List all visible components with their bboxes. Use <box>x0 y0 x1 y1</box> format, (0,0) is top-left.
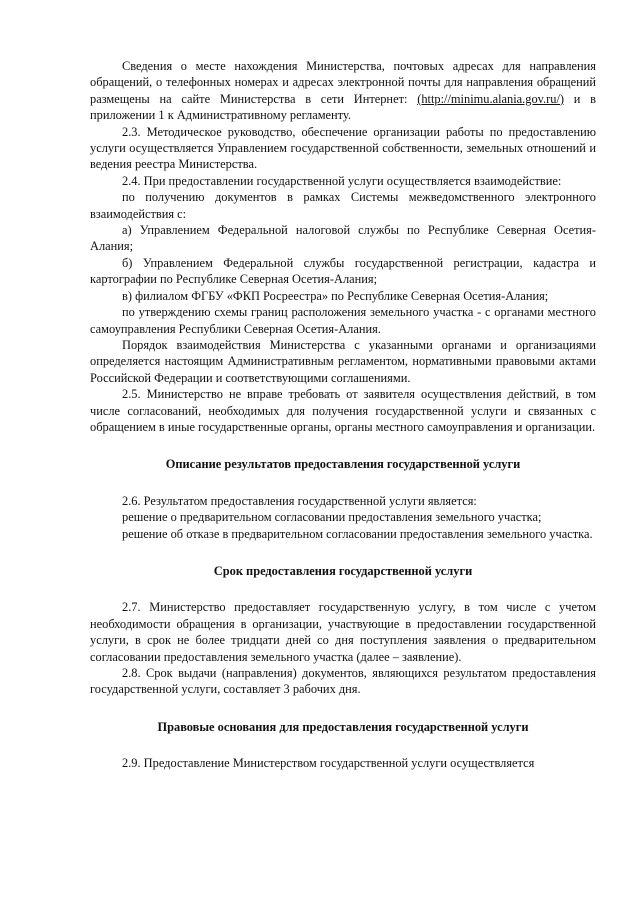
spacer <box>90 579 596 599</box>
paragraph-2-7: 2.7. Министерство предоставляет государственную услугу, в том числе с учетом необходимости обращения в организации, участвующие в предоставлении государственной услуги, в срок не более тридцати дней со дня поступления заявления о предварительном согласовании предоставления земельного участка (далее – заявление). <box>90 600 596 664</box>
spacer <box>90 435 596 456</box>
paragraph-contacts <box>90 58 596 124</box>
paragraph-2-6: 2.6. Результатом предоставления государственной услуги является: <box>122 493 477 508</box>
heading-results: Описание результатов предоставления государственной услуги <box>165 457 521 472</box>
spacer <box>90 698 596 719</box>
paragraph-result-approval: решение о предварительном согласовании предоставления земельного участка; <box>122 510 542 525</box>
paragraph-interaction-order: Порядок взаимодействия Министерства с указанными органами и организациями определяется настоящим Административным регламентом, нормативными правовыми актами Российской Федерации и соответствующими соглашениями. <box>90 337 596 385</box>
paragraph-contacts-text: Сведения о месте нахождения Министерства, почтовых адресах для направления обращений, о телефонных номерах и адресах электронной почты для направления обращений размещены на сайте Министерства в сети Интернет: <box>90 59 596 106</box>
heading-term: Срок предоставления государственной услуги <box>213 563 473 578</box>
paragraph-2-9: 2.9. Предоставление Министерством государственной услуги осуществляется <box>122 756 535 771</box>
list-item-a: а) Управлением Федеральной налоговой службы по Республике Северная Осетия-Алания; <box>90 223 596 254</box>
paragraph-interaction-smev: по получению документов в рамках Системы межведомственного электронного взаимодействия с: <box>90 190 596 221</box>
list-item-c: в) филиалом ФГБУ «ФКП Росреестра» по Республике Северная Осетия-Алания; <box>122 288 549 303</box>
spacer <box>90 542 596 563</box>
paragraph-2-8: 2.8. Срок выдачи (направления) документов, являющихся результатом предоставления государственной услуги, составляет 3 рабочих дня. <box>90 666 596 697</box>
list-item-b: б) Управлением Федеральной службы государственной регистрации, кадастра и картографии по Республике Северная Осетия-Алания; <box>90 255 596 287</box>
paragraph-scheme-approval: по утверждению схемы границ расположения земельного участка - с органами местного самоуправления Республики Северная Осетия-Алания. <box>90 305 596 336</box>
ministry-website-link[interactable]: (http://minimu.alania.gov.ru/) <box>417 91 565 106</box>
paragraph-2-3: 2.3. Методическое руководство, обеспечение организации работы по предоставлению услуги осуществляется Управлением государственной собственности, земельных отношений и ведения реестра Министерства. <box>90 124 596 172</box>
spacer <box>90 473 596 493</box>
paragraph-result-refusal: решение об отказе в предварительном согласовании предоставления земельного участка. <box>122 526 593 541</box>
spacer <box>90 735 596 755</box>
document-page <box>90 58 596 772</box>
paragraph-2-4: 2.4. При предоставлении государственной услуги осуществляется взаимодействие: <box>122 173 562 188</box>
paragraph-2-5: 2.5. Министерство не вправе требовать от заявителя осуществления действий, в том числе согласований, необходимых для получения государственной услуги и связанных с обращением в иные государственные органы, органы местного самоуправления и организации. <box>90 387 596 434</box>
paragraph-contacts-tail: и в приложении 1 к Административному регламенту. <box>90 91 596 123</box>
heading-legal-basis: Правовые основания для предоставления государственной услуги <box>157 719 529 734</box>
